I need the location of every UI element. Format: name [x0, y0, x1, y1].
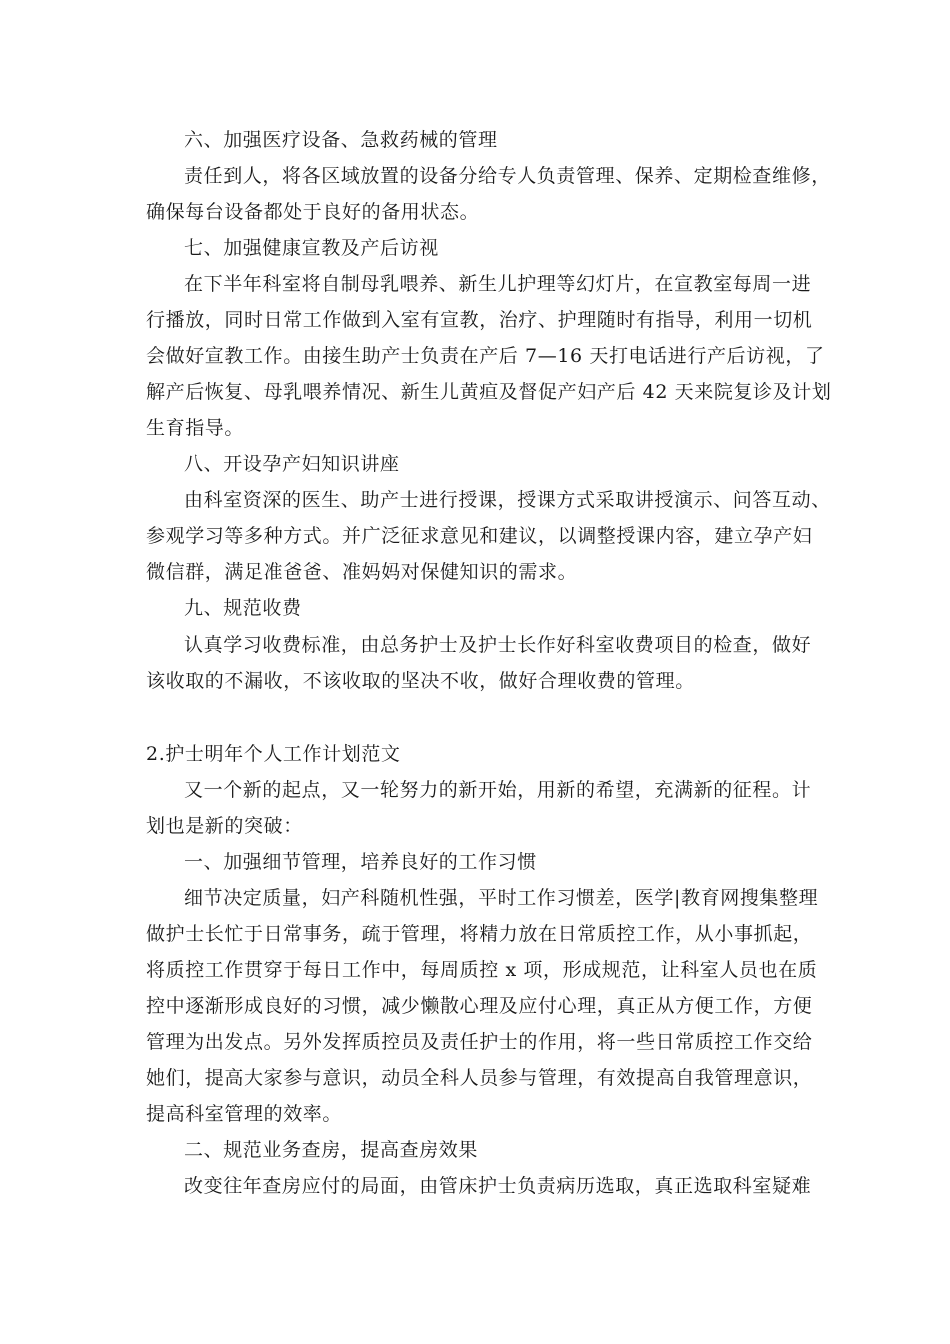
article-title: 2.护士明年个人工作计划范文 [146, 743, 401, 765]
paragraph-line: 参观学习等多种方式。并广泛征求意见和建议，以调整授课内容，建立孕产妇 [146, 525, 813, 547]
section-heading-7: 七、加强健康宣教及产后访视 [184, 237, 439, 259]
paragraph-line: 在下半年科室将自制母乳喂养、新生儿护理等幻灯片，在宣教室每周一进 [184, 273, 812, 295]
paragraph-line: 该收取的不漏收，不该收取的坚决不收，做好合理收费的管理。 [146, 670, 695, 692]
paragraph-line: 划也是新的突破： [146, 815, 303, 837]
paragraph-line: 控中逐渐形成良好的习惯，减少懒散心理及应付心理，真正从方便工作，方便 [146, 995, 813, 1017]
paragraph-line: 微信群，满足准爸爸、准妈妈对保健知识的需求。 [146, 561, 578, 583]
paragraph-line: 将质控工作贯穿于每日工作中，每周质控 x 项，形成规范，让科室人员也在质 [146, 959, 818, 981]
section-heading-9: 九、规范收费 [184, 597, 302, 619]
section-heading-1: 一、加强细节管理，培养良好的工作习惯 [184, 851, 537, 873]
section-heading-6: 六、加强医疗设备、急救药械的管理 [184, 129, 498, 151]
paragraph-line: 生育指导。 [146, 417, 245, 439]
paragraph-line: 改变往年查房应付的局面，由管床护士负责病历选取，真正选取科室疑难 [184, 1175, 812, 1197]
paragraph-line: 又一个新的起点，又一轮努力的新开始，用新的希望，充满新的征程。计 [184, 779, 812, 801]
paragraph-line: 细节决定质量，妇产科随机性强，平时工作习惯差，医学|教育网搜集整理 [184, 887, 819, 909]
paragraph-line: 解产后恢复、母乳喂养情况、新生儿黄疸及督促产妇产后 42 天来院复诊及计划 [146, 381, 832, 403]
paragraph-line: 提高科室管理的效率。 [146, 1103, 343, 1125]
section-heading-8: 八、开设孕产妇知识讲座 [184, 453, 400, 475]
paragraph-line: 做护士长忙于日常事务，疏于管理，将精力放在日常质控工作，从小事抓起， [146, 923, 813, 945]
paragraph-line: 会做好宣教工作。由接生助产士负责在产后 7—16 天打电话进行产后访视，了 [146, 345, 825, 367]
paragraph-line: 行播放，同时日常工作做到入室有宣教，治疗、护理随时有指导，利用一切机 [146, 309, 813, 331]
paragraph-line: 认真学习收费标准，由总务护士及护士长作好科室收费项目的检查，做好 [184, 634, 812, 656]
paragraph-line: 她们，提高大家参与意识，动员全科人员参与管理，有效提高自我管理意识， [146, 1067, 813, 1089]
section-heading-2: 二、规范业务查房，提高查房效果 [184, 1139, 479, 1161]
paragraph-line: 责任到人，将各区域放置的设备分给专人负责管理、保养、定期检查维修， [184, 165, 831, 187]
paragraph-line: 管理为出发点。另外发挥质控员及责任护士的作用，将一些日常质控工作交给 [146, 1031, 813, 1053]
paragraph-line: 确保每台设备都处于良好的备用状态。 [146, 201, 480, 223]
paragraph-line: 由科室资深的医生、助产士进行授课，授课方式采取讲授演示、问答互动、 [184, 489, 831, 511]
